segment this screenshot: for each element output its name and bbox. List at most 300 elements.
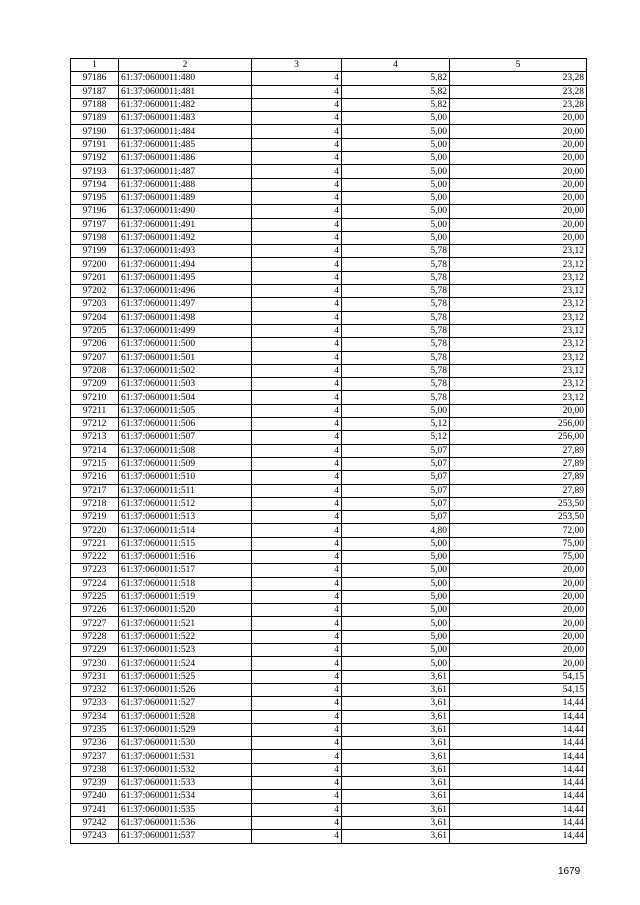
row-number-cell: 97232: [71, 683, 119, 696]
row-number-cell: 97235: [71, 723, 119, 736]
column-4-cell: 5,00: [342, 564, 450, 577]
cadastral-number-cell: 61:37:0600011:534: [119, 790, 252, 803]
column-3-cell: 4: [252, 816, 342, 829]
row-number-cell: 97209: [71, 378, 119, 391]
column-4-cell: 3,61: [342, 777, 450, 790]
column-5-cell: 23,12: [450, 271, 587, 284]
table-row: [71, 431, 587, 444]
cadastral-number-cell: 61:37:0600011:492: [119, 231, 252, 244]
column-5-cell: 14,44: [450, 697, 587, 710]
row-number-cell: 97212: [71, 418, 119, 431]
cadastral-number-cell: 61:37:0600011:485: [119, 138, 252, 151]
column-3-cell: 4: [252, 710, 342, 723]
column-5-cell: 20,00: [450, 630, 587, 643]
column-header-4: 4: [342, 59, 450, 72]
column-5-cell: 23,12: [450, 285, 587, 298]
column-3-cell: 4: [252, 311, 342, 324]
column-5-cell: 20,00: [450, 112, 587, 125]
column-4-cell: 5,00: [342, 205, 450, 218]
column-4-cell: 3,61: [342, 697, 450, 710]
table-row: [71, 763, 587, 776]
table-row: [71, 271, 587, 284]
column-3-cell: 4: [252, 803, 342, 816]
table-row: [71, 564, 587, 577]
column-5-cell: 20,00: [450, 165, 587, 178]
column-4-cell: 3,61: [342, 737, 450, 750]
table-row: [71, 484, 587, 497]
column-5-cell: 14,44: [450, 723, 587, 736]
column-4-cell: 5,00: [342, 152, 450, 165]
row-number-cell: 97226: [71, 604, 119, 617]
column-5-cell: 20,00: [450, 138, 587, 151]
cadastral-number-cell: 61:37:0600011:518: [119, 577, 252, 590]
row-number-cell: 97187: [71, 85, 119, 98]
column-3-cell: 4: [252, 697, 342, 710]
column-3-cell: 4: [252, 763, 342, 776]
row-number-cell: 97238: [71, 763, 119, 776]
column-4-cell: 5,00: [342, 644, 450, 657]
column-5-cell: 20,00: [450, 644, 587, 657]
table-row: [71, 750, 587, 763]
cadastral-number-cell: 61:37:0600011:496: [119, 285, 252, 298]
page-number: 1679: [558, 866, 581, 877]
column-3-cell: 4: [252, 391, 342, 404]
column-5-cell: 27,89: [450, 457, 587, 470]
table-row: [71, 72, 587, 85]
row-number-cell: 97243: [71, 830, 119, 843]
column-3-cell: 4: [252, 511, 342, 524]
column-3-cell: 4: [252, 657, 342, 670]
column-5-cell: 20,00: [450, 577, 587, 590]
column-5-cell: 23,12: [450, 324, 587, 337]
cadastral-number-cell: 61:37:0600011:503: [119, 378, 252, 391]
column-5-cell: 23,12: [450, 338, 587, 351]
column-4-cell: 3,61: [342, 816, 450, 829]
column-3-cell: 4: [252, 231, 342, 244]
table-row: [71, 338, 587, 351]
column-3-cell: 4: [252, 152, 342, 165]
cadastral-number-cell: 61:37:0600011:516: [119, 550, 252, 563]
table-row: [71, 803, 587, 816]
column-3-cell: 4: [252, 630, 342, 643]
cadastral-number-cell: 61:37:0600011:530: [119, 737, 252, 750]
column-4-cell: 3,61: [342, 830, 450, 843]
cadastral-number-cell: 61:37:0600011:494: [119, 258, 252, 271]
table-row: [71, 364, 587, 377]
table-row: [71, 218, 587, 231]
cadastral-number-cell: 61:37:0600011:515: [119, 537, 252, 550]
table-row: [71, 657, 587, 670]
cadastral-number-cell: 61:37:0600011:531: [119, 750, 252, 763]
column-3-cell: 4: [252, 537, 342, 550]
table-row: [71, 298, 587, 311]
column-3-cell: 4: [252, 191, 342, 204]
cadastral-number-cell: 61:37:0600011:498: [119, 311, 252, 324]
column-5-cell: 23,12: [450, 351, 587, 364]
column-5-cell: 27,89: [450, 444, 587, 457]
column-4-cell: 5,78: [342, 298, 450, 311]
column-4-cell: 3,61: [342, 803, 450, 816]
table-row: [71, 617, 587, 630]
column-5-cell: 256,00: [450, 431, 587, 444]
column-4-cell: 3,61: [342, 763, 450, 776]
row-number-cell: 97191: [71, 138, 119, 151]
row-number-cell: 97242: [71, 816, 119, 829]
header-row: [71, 59, 587, 72]
column-5-cell: 54,15: [450, 670, 587, 683]
cadastral-number-cell: 61:37:0600011:490: [119, 205, 252, 218]
row-number-cell: 97223: [71, 564, 119, 577]
table-row: [71, 351, 587, 364]
column-3-cell: 4: [252, 165, 342, 178]
column-5-cell: 14,44: [450, 777, 587, 790]
cadastral-number-cell: 61:37:0600011:505: [119, 404, 252, 417]
column-4-cell: 5,00: [342, 218, 450, 231]
column-4-cell: 5,00: [342, 191, 450, 204]
row-number-cell: 97216: [71, 471, 119, 484]
column-4-cell: 5,78: [342, 258, 450, 271]
cadastral-number-cell: 61:37:0600011:487: [119, 165, 252, 178]
cadastral-number-cell: 61:37:0600011:482: [119, 98, 252, 111]
column-5-cell: 20,00: [450, 191, 587, 204]
table-row: [71, 511, 587, 524]
column-3-cell: 4: [252, 457, 342, 470]
column-4-cell: 5,07: [342, 457, 450, 470]
table-row: [71, 457, 587, 470]
column-3-cell: 4: [252, 644, 342, 657]
cadastral-number-cell: 61:37:0600011:480: [119, 72, 252, 85]
column-5-cell: 14,44: [450, 710, 587, 723]
table-row: [71, 98, 587, 111]
column-3-cell: 4: [252, 471, 342, 484]
table-row: [71, 604, 587, 617]
column-4-cell: 5,07: [342, 484, 450, 497]
column-4-cell: 3,61: [342, 670, 450, 683]
column-3-cell: 4: [252, 205, 342, 218]
column-3-cell: 4: [252, 484, 342, 497]
column-4-cell: 5,78: [342, 338, 450, 351]
table-row: [71, 191, 587, 204]
column-3-cell: 4: [252, 351, 342, 364]
table-row: [71, 697, 587, 710]
row-number-cell: 97192: [71, 152, 119, 165]
row-number-cell: 97201: [71, 271, 119, 284]
column-3-cell: 4: [252, 590, 342, 603]
column-4-cell: 5,00: [342, 577, 450, 590]
column-3-cell: 4: [252, 617, 342, 630]
row-number-cell: 97189: [71, 112, 119, 125]
column-4-cell: 5,07: [342, 497, 450, 510]
table-row: [71, 285, 587, 298]
cadastral-number-cell: 61:37:0600011:491: [119, 218, 252, 231]
column-header-5: 5: [450, 59, 587, 72]
column-4-cell: 5,78: [342, 364, 450, 377]
table-row: [71, 231, 587, 244]
column-4-cell: 5,00: [342, 657, 450, 670]
column-5-cell: 23,28: [450, 98, 587, 111]
column-5-cell: 23,12: [450, 364, 587, 377]
table-row: [71, 524, 587, 537]
cadastral-number-cell: 61:37:0600011:481: [119, 85, 252, 98]
column-4-cell: 5,00: [342, 404, 450, 417]
column-4-cell: 5,78: [342, 391, 450, 404]
table-body: [71, 72, 587, 843]
cadastral-number-cell: 61:37:0600011:495: [119, 271, 252, 284]
column-3-cell: 4: [252, 125, 342, 138]
column-3-cell: 4: [252, 444, 342, 457]
column-4-cell: 5,78: [342, 351, 450, 364]
table-row: [71, 258, 587, 271]
column-3-cell: 4: [252, 790, 342, 803]
row-number-cell: 97199: [71, 245, 119, 258]
column-3-cell: 4: [252, 564, 342, 577]
row-number-cell: 97229: [71, 644, 119, 657]
column-header-1: 1: [71, 59, 119, 72]
column-5-cell: 14,44: [450, 816, 587, 829]
row-number-cell: 97186: [71, 72, 119, 85]
column-5-cell: 27,89: [450, 484, 587, 497]
column-5-cell: 20,00: [450, 125, 587, 138]
row-number-cell: 97190: [71, 125, 119, 138]
cadastral-number-cell: 61:37:0600011:525: [119, 670, 252, 683]
column-4-cell: 5,00: [342, 178, 450, 191]
row-number-cell: 97219: [71, 511, 119, 524]
row-number-cell: 97227: [71, 617, 119, 630]
table-row: [71, 737, 587, 750]
column-5-cell: 23,12: [450, 245, 587, 258]
column-5-cell: 253,50: [450, 511, 587, 524]
row-number-cell: 97207: [71, 351, 119, 364]
table-row: [71, 324, 587, 337]
row-number-cell: 97203: [71, 298, 119, 311]
column-header-2: 2: [119, 59, 252, 72]
table-row: [71, 378, 587, 391]
cadastral-number-cell: 61:37:0600011:523: [119, 644, 252, 657]
column-4-cell: 5,78: [342, 378, 450, 391]
column-5-cell: 75,00: [450, 550, 587, 563]
column-3-cell: 4: [252, 431, 342, 444]
column-4-cell: 5,82: [342, 85, 450, 98]
column-4-cell: 5,07: [342, 471, 450, 484]
row-number-cell: 97214: [71, 444, 119, 457]
cadastral-number-cell: 61:37:0600011:513: [119, 511, 252, 524]
table-row: [71, 537, 587, 550]
table-row: [71, 444, 587, 457]
row-number-cell: 97196: [71, 205, 119, 218]
column-4-cell: 5,78: [342, 285, 450, 298]
column-4-cell: 5,07: [342, 444, 450, 457]
column-5-cell: 14,44: [450, 830, 587, 843]
column-5-cell: 72,00: [450, 524, 587, 537]
column-5-cell: 20,00: [450, 218, 587, 231]
cadastral-number-cell: 61:37:0600011:508: [119, 444, 252, 457]
cadastral-number-cell: 61:37:0600011:500: [119, 338, 252, 351]
row-number-cell: 97195: [71, 191, 119, 204]
cadastral-number-cell: 61:37:0600011:506: [119, 418, 252, 431]
row-number-cell: 97213: [71, 431, 119, 444]
table-row: [71, 404, 587, 417]
cadastral-number-cell: 61:37:0600011:528: [119, 710, 252, 723]
column-3-cell: 4: [252, 338, 342, 351]
column-4-cell: 5,00: [342, 537, 450, 550]
row-number-cell: 97205: [71, 324, 119, 337]
row-number-cell: 97236: [71, 737, 119, 750]
column-5-cell: 23,12: [450, 258, 587, 271]
cadastral-number-cell: 61:37:0600011:507: [119, 431, 252, 444]
column-5-cell: 20,00: [450, 617, 587, 630]
row-number-cell: 97202: [71, 285, 119, 298]
cadastral-number-cell: 61:37:0600011:533: [119, 777, 252, 790]
column-header-3: 3: [252, 59, 342, 72]
column-4-cell: 5,00: [342, 617, 450, 630]
row-number-cell: 97241: [71, 803, 119, 816]
column-4-cell: 5,00: [342, 590, 450, 603]
column-3-cell: 4: [252, 670, 342, 683]
column-5-cell: 20,00: [450, 657, 587, 670]
row-number-cell: 97218: [71, 497, 119, 510]
row-number-cell: 97217: [71, 484, 119, 497]
column-4-cell: 5,78: [342, 271, 450, 284]
cadastral-number-cell: 61:37:0600011:489: [119, 191, 252, 204]
table-row: [71, 138, 587, 151]
column-3-cell: 4: [252, 550, 342, 563]
column-3-cell: 4: [252, 112, 342, 125]
cadastral-number-cell: 61:37:0600011:526: [119, 683, 252, 696]
column-4-cell: 5,00: [342, 630, 450, 643]
column-3-cell: 4: [252, 218, 342, 231]
column-5-cell: 23,28: [450, 72, 587, 85]
table-row: [71, 311, 587, 324]
row-number-cell: 97208: [71, 364, 119, 377]
cadastral-number-cell: 61:37:0600011:486: [119, 152, 252, 165]
row-number-cell: 97200: [71, 258, 119, 271]
column-5-cell: 23,28: [450, 85, 587, 98]
cadastral-number-cell: 61:37:0600011:514: [119, 524, 252, 537]
data-table: [70, 58, 587, 844]
row-number-cell: 97206: [71, 338, 119, 351]
row-number-cell: 97225: [71, 590, 119, 603]
cadastral-number-cell: 61:37:0600011:536: [119, 816, 252, 829]
row-number-cell: 97230: [71, 657, 119, 670]
table-row: [71, 125, 587, 138]
cadastral-number-cell: 61:37:0600011:510: [119, 471, 252, 484]
column-3-cell: 4: [252, 723, 342, 736]
column-5-cell: 23,12: [450, 298, 587, 311]
row-number-cell: 97197: [71, 218, 119, 231]
column-3-cell: 4: [252, 98, 342, 111]
row-number-cell: 97188: [71, 98, 119, 111]
row-number-cell: 97210: [71, 391, 119, 404]
column-5-cell: 14,44: [450, 790, 587, 803]
column-4-cell: 3,61: [342, 683, 450, 696]
column-3-cell: 4: [252, 72, 342, 85]
row-number-cell: 97233: [71, 697, 119, 710]
table-row: [71, 777, 587, 790]
cadastral-number-cell: 61:37:0600011:522: [119, 630, 252, 643]
column-3-cell: 4: [252, 378, 342, 391]
cadastral-number-cell: 61:37:0600011:517: [119, 564, 252, 577]
column-3-cell: 4: [252, 524, 342, 537]
column-3-cell: 4: [252, 271, 342, 284]
row-number-cell: 97215: [71, 457, 119, 470]
column-4-cell: 5,00: [342, 231, 450, 244]
row-number-cell: 97240: [71, 790, 119, 803]
table-row: [71, 830, 587, 843]
table-row: [71, 644, 587, 657]
column-3-cell: 4: [252, 258, 342, 271]
column-5-cell: 20,00: [450, 231, 587, 244]
table-row: [71, 590, 587, 603]
column-5-cell: 253,50: [450, 497, 587, 510]
column-3-cell: 4: [252, 245, 342, 258]
cadastral-number-cell: 61:37:0600011:535: [119, 803, 252, 816]
cadastral-number-cell: 61:37:0600011:483: [119, 112, 252, 125]
column-4-cell: 5,00: [342, 138, 450, 151]
column-5-cell: 54,15: [450, 683, 587, 696]
cadastral-number-cell: 61:37:0600011:502: [119, 364, 252, 377]
column-5-cell: 75,00: [450, 537, 587, 550]
table-row: [71, 391, 587, 404]
cadastral-number-cell: 61:37:0600011:493: [119, 245, 252, 258]
column-4-cell: 5,82: [342, 72, 450, 85]
column-3-cell: 4: [252, 750, 342, 763]
column-5-cell: 20,00: [450, 152, 587, 165]
table-row: [71, 790, 587, 803]
table-row: [71, 471, 587, 484]
column-5-cell: 20,00: [450, 178, 587, 191]
column-4-cell: 5,00: [342, 550, 450, 563]
column-5-cell: 27,89: [450, 471, 587, 484]
cadastral-number-cell: 61:37:0600011:524: [119, 657, 252, 670]
row-number-cell: 97228: [71, 630, 119, 643]
table-row: [71, 816, 587, 829]
column-5-cell: 20,00: [450, 205, 587, 218]
column-4-cell: 5,00: [342, 165, 450, 178]
row-number-cell: 97198: [71, 231, 119, 244]
row-number-cell: 97193: [71, 165, 119, 178]
column-5-cell: 20,00: [450, 604, 587, 617]
column-5-cell: 14,44: [450, 803, 587, 816]
table-row: [71, 112, 587, 125]
column-4-cell: 5,82: [342, 98, 450, 111]
column-4-cell: 5,78: [342, 245, 450, 258]
column-5-cell: 23,12: [450, 391, 587, 404]
column-5-cell: 14,44: [450, 737, 587, 750]
table-row: [71, 577, 587, 590]
cadastral-number-cell: 61:37:0600011:499: [119, 324, 252, 337]
column-3-cell: 4: [252, 577, 342, 590]
column-3-cell: 4: [252, 497, 342, 510]
column-5-cell: 20,00: [450, 564, 587, 577]
column-3-cell: 4: [252, 364, 342, 377]
column-3-cell: 4: [252, 830, 342, 843]
column-4-cell: 5,07: [342, 511, 450, 524]
cadastral-number-cell: 61:37:0600011:529: [119, 723, 252, 736]
table-row: [71, 418, 587, 431]
column-3-cell: 4: [252, 683, 342, 696]
table-row: [71, 497, 587, 510]
column-4-cell: 5,00: [342, 125, 450, 138]
table-row: [71, 670, 587, 683]
cadastral-number-cell: 61:37:0600011:509: [119, 457, 252, 470]
column-5-cell: 23,12: [450, 311, 587, 324]
column-3-cell: 4: [252, 404, 342, 417]
column-5-cell: 14,44: [450, 750, 587, 763]
column-4-cell: 5,00: [342, 604, 450, 617]
cadastral-number-cell: 61:37:0600011:504: [119, 391, 252, 404]
table-row: [71, 205, 587, 218]
column-5-cell: 20,00: [450, 590, 587, 603]
